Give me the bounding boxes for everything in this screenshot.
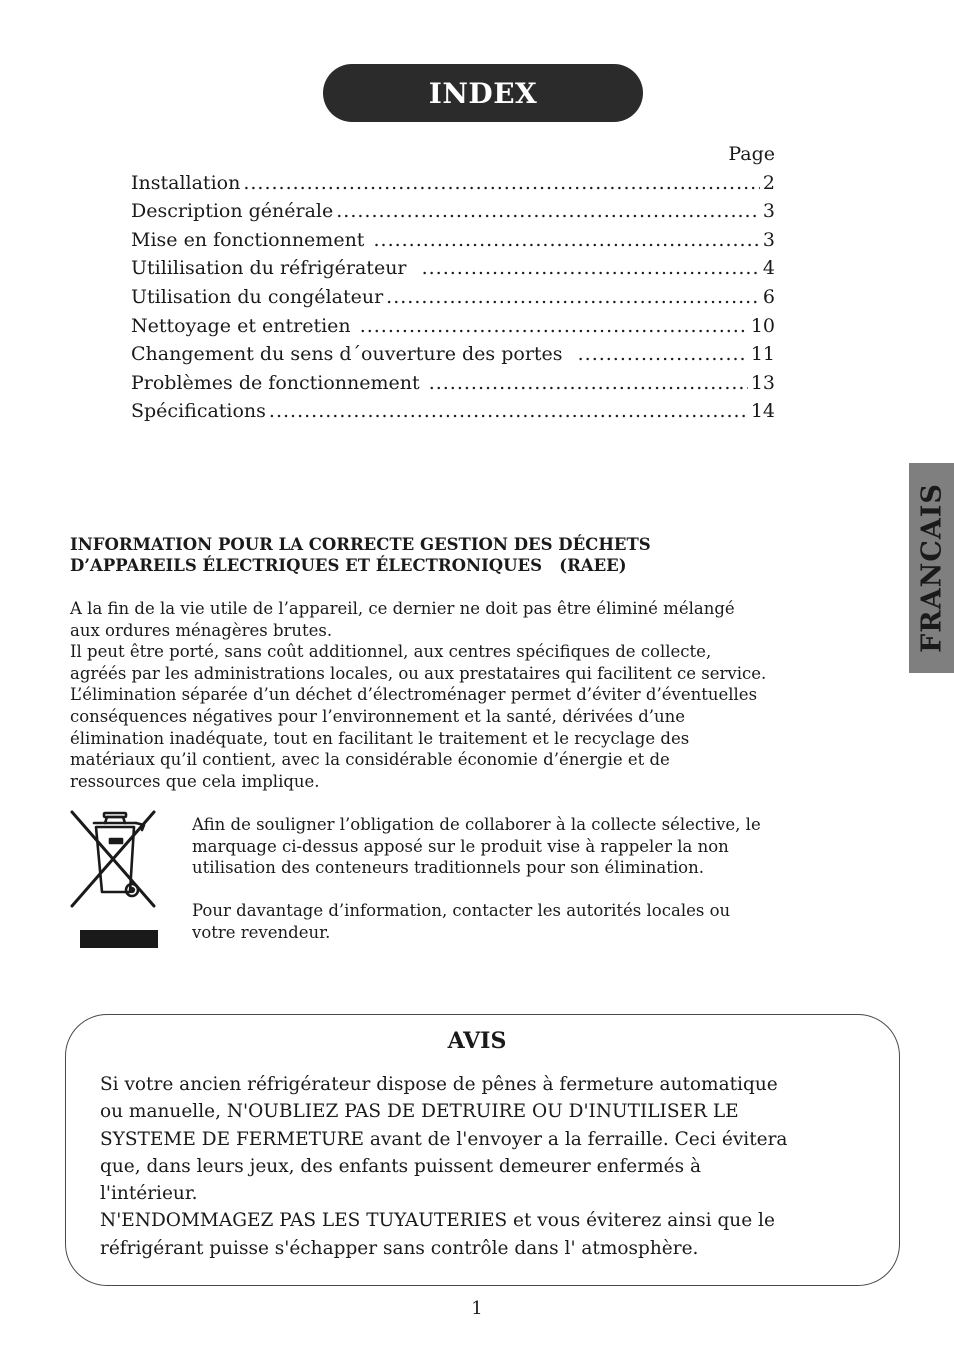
raee-paragraph-line: Il peut être porté, sans coût additionnel, aux centres spécifiques de collecte,: [70, 642, 712, 662]
toc-entry-label: Description générale: [131, 200, 334, 223]
toc-entry-page: 11: [750, 343, 775, 366]
toc-leader-dots: [578, 340, 748, 369]
toc-entry-congelateur: [131, 283, 775, 312]
toc-entry-label: Utililisation du réfrigérateur: [131, 257, 419, 280]
raee-paragraph-line: A la fin de la vie utile de l’appareil, ce dernier ne doit pas être éliminé mélangé: [70, 599, 735, 618]
toc-entry-page: 4: [762, 257, 775, 280]
toc-entry-label: Changement du sens d´ouverture des portes: [131, 343, 575, 366]
raee-heading-line: INFORMATION POUR LA CORRECTE GESTION DES DÉCHETS: [70, 535, 651, 554]
raee-paragraph-line: conséquences négatives pour l’environnement et la santé, dérivées d’une: [70, 706, 686, 726]
toc-entry-page: 14: [750, 400, 775, 423]
toc-entry-label: Installation: [131, 171, 241, 194]
toc-entry-label: Spécifications: [131, 400, 266, 423]
avis-line: réfrigérant puisse s'échapper sans contrôle dans l' atmosphère.: [100, 1237, 699, 1259]
raee-paragraph: [70, 598, 900, 792]
toc-entry-nettoyage: [131, 312, 775, 341]
toc-entry-problemes: [131, 369, 775, 398]
avis-line: SYSTEME DE FERMETURE avant de l'envoyer a la ferraille. Ceci évitera: [100, 1128, 788, 1150]
toc-entry-changement-portes: [131, 340, 775, 369]
raee-bin-note: [192, 814, 892, 944]
toc-entry-description: [131, 197, 775, 226]
avis-line: N'ENDOMMAGEZ PAS LES TUYAUTERIES et vous éviterez ainsi que le: [100, 1210, 775, 1232]
raee-paragraph-line: agréés par les administrations locales, ou aux prestataires qui facilitent ce service.: [70, 663, 767, 683]
raee-paragraph-line: ressources que cela implique.: [70, 771, 320, 791]
toc-entry-page: 10: [750, 314, 775, 337]
toc-leader-dots: [386, 283, 760, 312]
toc-entry-refrigerateur: [131, 254, 775, 283]
raee-note-line: votre revendeur.: [192, 922, 331, 942]
language-side-tab-label: FRANCAIS: [916, 483, 947, 653]
toc-entry-page: 13: [750, 371, 775, 394]
toc-entry-page: 6: [762, 285, 775, 308]
toc-entry-page: 3: [762, 200, 775, 223]
avis-line: ou manuelle, N'OUBLIEZ PAS DE DETRUIRE OU D'INUTILISER LE: [100, 1101, 739, 1123]
toc-page-header: Page: [728, 143, 775, 165]
page-number: 1: [471, 1298, 483, 1319]
raee-paragraph-line: matériaux qu’il contient, avec la considérable économie d’énergie et de: [70, 750, 670, 770]
language-side-tab: [909, 463, 954, 673]
toc-entry-specifications: [131, 397, 775, 426]
toc-entry-installation: [131, 169, 775, 198]
avis-line: que, dans leurs jeux, des enfants puissent demeurer enfermés à: [100, 1155, 701, 1177]
toc-leader-dots: [243, 169, 760, 198]
raee-paragraph-line: aux ordures ménagères brutes.: [70, 620, 333, 640]
table-of-contents: [131, 140, 775, 426]
toc-leader-dots: [429, 369, 748, 398]
raee-heading-line: D’APPAREILS ÉLECTRIQUES ET ÉLECTRONIQUES (RAEE): [70, 556, 627, 575]
index-title: INDEX: [428, 76, 538, 110]
toc-leader-dots: [269, 397, 748, 426]
crossed-out-wheelie-bin-icon: [68, 806, 160, 950]
toc-entry-page: 3: [762, 228, 775, 251]
avis-line: Si votre ancien réfrigérateur dispose de pênes à fermeture automatique: [100, 1074, 778, 1095]
toc-leader-dots: [373, 226, 759, 255]
raee-note-line: Afin de souligner l’obligation de collaborer à la collecte sélective, le: [192, 815, 761, 834]
raee-note-line: Pour davantage d’information, contacter les autorités locales ou: [192, 901, 731, 921]
index-title-banner: [323, 64, 643, 122]
avis-title: AVIS: [447, 1028, 507, 1054]
toc-entry-label: Problèmes de fonctionnement: [131, 371, 426, 394]
toc-entry-label: Utilisation du congélateur: [131, 285, 384, 308]
raee-heading: [70, 534, 830, 576]
raee-paragraph-line: L’élimination séparée d’un déchet d’électroménager permet d’éviter d’éventuelles: [70, 685, 758, 705]
toc-entry-mise-en-fonctionnement: [131, 226, 775, 255]
toc-leader-dots: [422, 254, 760, 283]
toc-entry-label: Mise en fonctionnement: [131, 228, 371, 251]
toc-entry-page: 2: [762, 171, 775, 194]
toc-leader-dots: [360, 312, 748, 341]
toc-entry-label: Nettoyage et entretien: [131, 314, 357, 337]
avis-paragraph: [100, 1071, 880, 1262]
raee-note-line: utilisation des conteneurs traditionnels pour son élimination.: [192, 858, 704, 878]
toc-leader-dots: [336, 197, 760, 226]
avis-line: l'intérieur.: [100, 1183, 198, 1205]
raee-note-line: marquage ci-dessus apposé sur le produit vise à rappeler la non: [192, 836, 729, 856]
raee-paragraph-line: élimination inadéquate, tout en facilitant le traitement et le recyclage des: [70, 728, 690, 748]
